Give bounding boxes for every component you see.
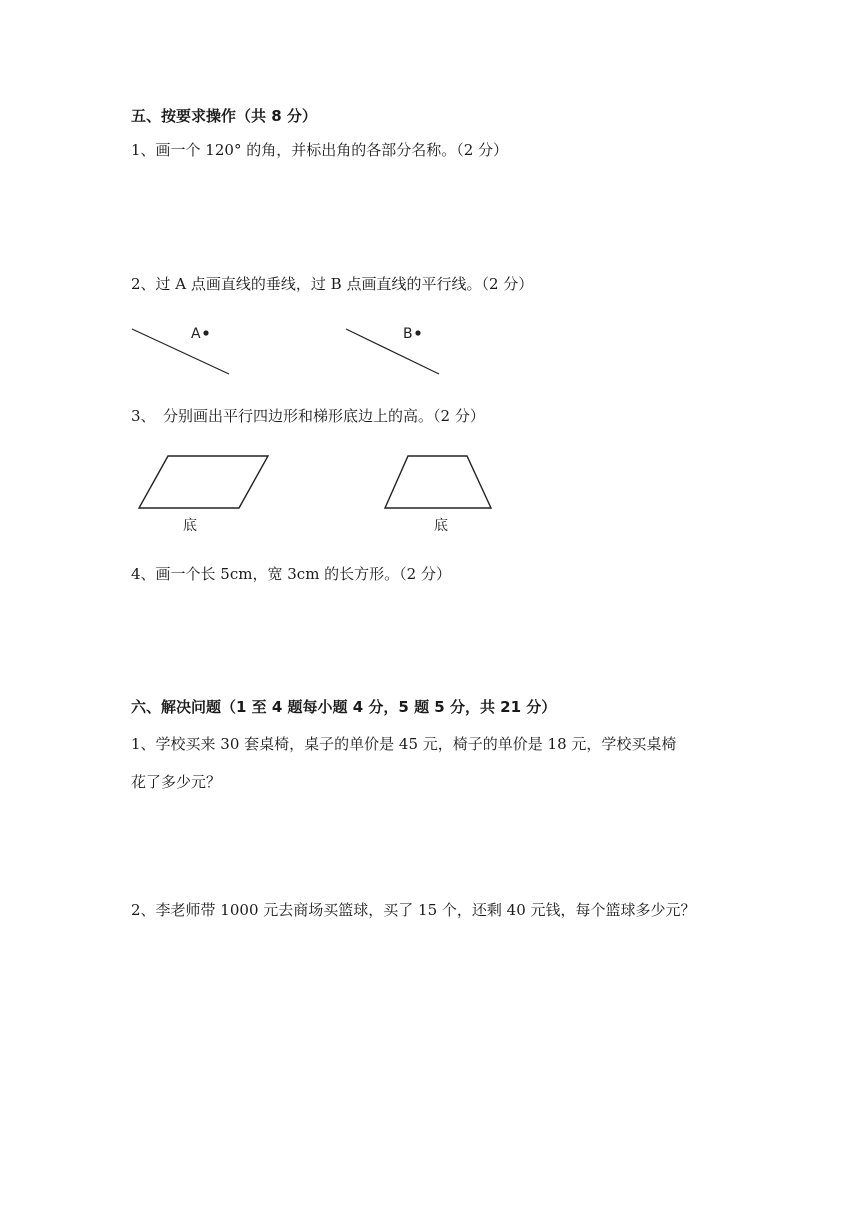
question-5-4: 4、画一个长 5cm，宽 3cm 的长方形。（2 分） — [131, 565, 451, 583]
question-5-1: 1、画一个 120° 的角，并标出角的各部分名称。（2 分） — [131, 141, 509, 159]
question-6-2: 2、李老师带 1000 元去商场买篮球，买了 15 个，还剩 40 元钱，每个篮球多少元？ — [131, 901, 696, 919]
line-through-a — [132, 329, 229, 374]
point-a-label: A — [191, 326, 201, 342]
question-6-1-line-1: 1、学校买来 30 套桌椅，桌子的单价是 45 元，椅子的单价是 18 元，学校买桌椅 — [131, 735, 677, 753]
parallelogram-base-label: 底 — [183, 518, 197, 534]
point-b-label: B — [403, 326, 413, 342]
question-6-1-line-2: 花了多少元？ — [131, 773, 222, 791]
question-5-2: 2、过 A 点画直线的垂线，过 B 点画直线的平行线。（2 分） — [131, 275, 534, 293]
section-6-heading: 六、解决问题（1 至 4 题每小题 4 分，5 题 5 分，共 21 分） — [131, 698, 557, 716]
point-b-dot — [415, 330, 420, 335]
line-through-b — [346, 329, 439, 374]
section-5-heading: 五、按要求操作（共 8 分） — [131, 107, 317, 125]
question-5-3: 3、 分别画出平行四边形和梯形底边上的高。（2 分） — [131, 407, 485, 425]
trapezoid-base-label: 底 — [434, 518, 448, 534]
trapezoid — [385, 456, 491, 508]
parallelogram — [139, 456, 268, 508]
point-a-dot — [203, 330, 208, 335]
q3-shapes-figure — [130, 448, 510, 538]
q2-lines-figure — [125, 318, 455, 382]
